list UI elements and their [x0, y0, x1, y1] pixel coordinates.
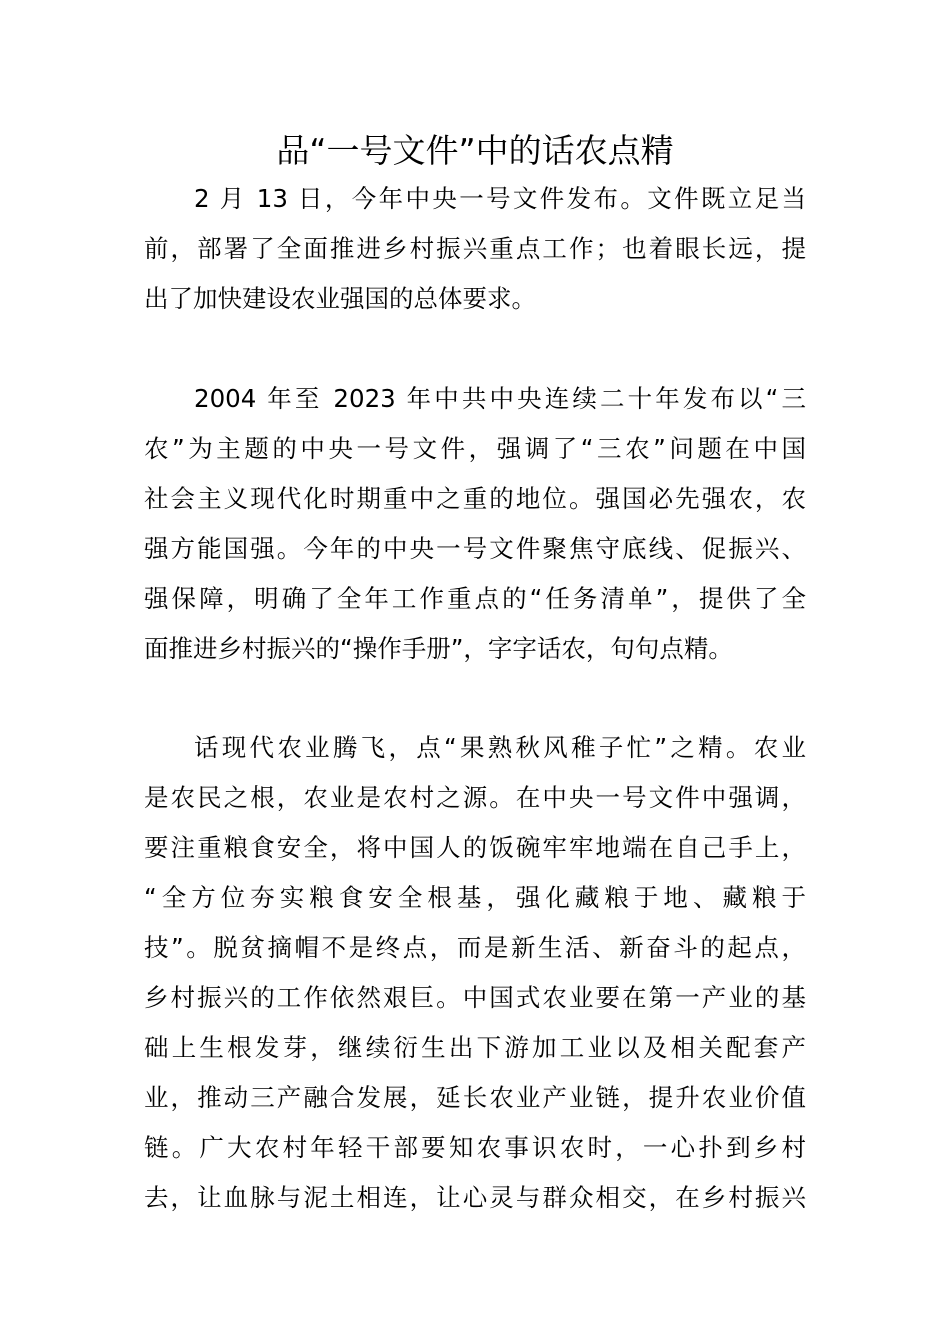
paragraph-1	[144, 174, 806, 324]
paragraph-line: 技”。脱贫摘帽不是终点，而是新生活、新奋斗的起点，	[144, 933, 806, 962]
paragraph-line: “全方位夯实粮食安全根基，强化藏粮于地、藏粮于	[144, 883, 806, 912]
paragraph-line: 业，推动三产融合发展，延长农业产业链，提升农业价值	[144, 1083, 806, 1112]
paragraph-line: 是农民之根，农业是农村之源。在中央一号文件中强调，	[144, 783, 806, 812]
paragraph-line: 强方能国强。今年的中央一号文件聚焦守底线、促振兴、	[144, 534, 806, 563]
paragraph-line: 础上生根发芽，继续衍生出下游加工业以及相关配套产	[144, 1033, 806, 1062]
paragraph-2	[144, 374, 806, 674]
paragraph-line: 前，部署了全面推进乡村振兴重点工作；也着眼长远，提	[144, 234, 806, 263]
paragraph-line: 去，让血脉与泥土相连，让心灵与群众相交，在乡村振兴	[144, 1183, 806, 1212]
document-title: 品“一号文件”中的话农点精	[276, 131, 674, 170]
paragraph-line: 话现代农业腾飞，点“果熟秋风稚子忙”之精。农业	[194, 733, 806, 762]
paragraph-line: 2 月 13 日，今年中央一号文件发布。文件既立足当	[194, 184, 806, 213]
paragraph-line: 要注重粮食安全，将中国人的饭碗牢牢地端在自己手上，	[144, 833, 806, 862]
paragraph-line: 出了加快建设农业强国的总体要求。	[144, 284, 536, 313]
paragraph-line: 农”为主题的中央一号文件，强调了“三农”问题在中国	[144, 434, 806, 463]
paragraph-line: 乡村振兴的工作依然艰巨。中国式农业要在第一产业的基	[144, 983, 806, 1012]
paragraph-line: 社会主义现代化时期重中之重的地位。强国必先强农，农	[144, 484, 806, 513]
paragraph-3	[144, 723, 806, 1223]
paragraph-line: 2004 年至 2023 年中共中央连续二十年发布以“三	[194, 384, 806, 413]
paragraph-line: 强保障，明确了全年工作重点的“任务清单”，提供了全	[144, 584, 806, 613]
paragraph-line: 面推进乡村振兴的“操作手册”，字字话农，句句点精。	[144, 634, 733, 663]
paragraph-line: 链。广大农村年轻干部要知农事识农时，一心扑到乡村	[144, 1133, 806, 1162]
